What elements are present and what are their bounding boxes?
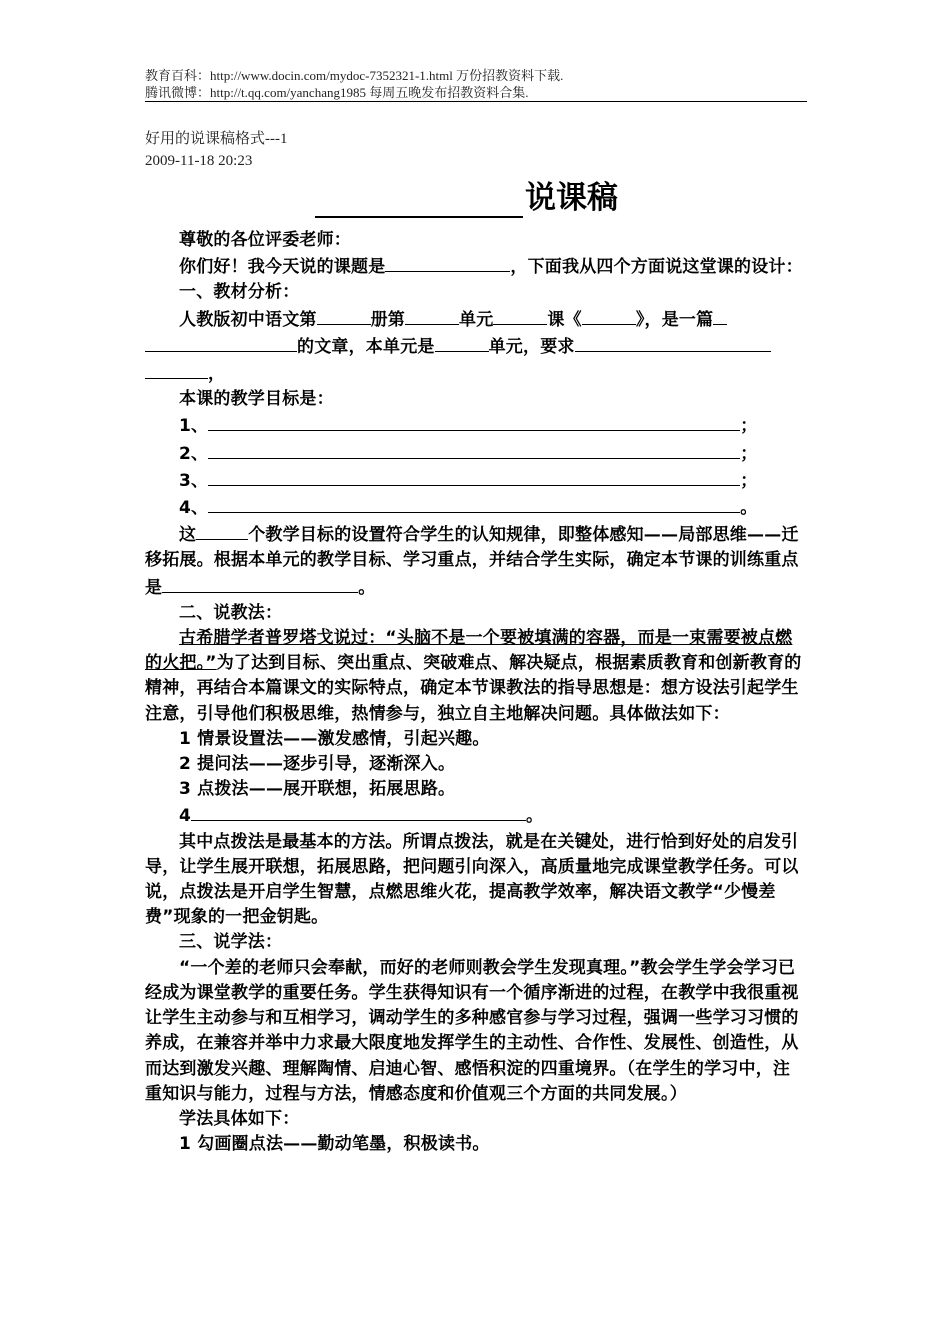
main-title — [315, 178, 618, 218]
goal-number: 3、 — [179, 470, 209, 491]
goals-para-a: 这 — [179, 525, 197, 546]
s1-text-g: 单元，要求 — [488, 336, 575, 357]
method-item: 3 点拨法——展开联想，拓展思路。 — [179, 779, 456, 800]
quote-underlined: 古希腊学者普罗塔戈说过：“头脑不是一个要被填满的容器，而是一束需要被点燃的火把。” — [145, 628, 793, 674]
blank — [191, 802, 526, 821]
blank — [145, 360, 208, 379]
goal-item — [145, 467, 805, 494]
goals-para-c: 。 — [358, 577, 376, 598]
header-line-1: 教育百科：http://www.docin.com/mydoc-7352321-1.html 万份招教资料下载. — [145, 68, 564, 83]
topic-blank — [385, 253, 510, 272]
goal-end: 。 — [740, 498, 758, 519]
blank — [162, 574, 358, 593]
blank — [435, 333, 489, 352]
s1-text-b: 册第 — [370, 309, 406, 330]
section-2-paragraph-2: 其中点拨法是最基本的方法。所谓点拨法，就是在关键处，进行恰到好处的启发引导，让学生展开联想，拓展思路，把问题引向深入，高质量地完成课堂教学任务。可以说，点拨法是开启学生智慧，点燃思维火花，提高教学效率，解决语文教学“少慢差费”现象的一把金钥匙。 — [145, 831, 799, 928]
study-method-item: 1 勾画圈点法——勤动笔墨，积极读书。 — [179, 1134, 490, 1155]
blank — [582, 306, 636, 325]
doc-title: 好用的说课稿格式---1 — [145, 131, 288, 147]
blank — [713, 306, 727, 325]
s1-text-f: 的文章，本单元是 — [297, 336, 435, 357]
intro-text-a: 你们好！我今天说的课题是 — [179, 257, 386, 278]
method-item: 1 情景设置法——激发感情，引起兴趣。 — [179, 728, 490, 749]
method-item: 2 提问法——逐步引导，逐渐深入。 — [179, 754, 456, 775]
main-title-text: 说课稿 — [525, 180, 618, 216]
method-item — [145, 802, 805, 829]
goal-item — [145, 412, 805, 439]
blank — [317, 306, 371, 325]
section-1-heading: 一、教材分析： — [179, 282, 300, 303]
section-2-heading: 二、说教法： — [179, 602, 283, 623]
goal-end: ； — [740, 416, 758, 437]
goal-end: ； — [740, 443, 758, 464]
header-divider — [145, 101, 807, 102]
goals-paragraph — [145, 521, 805, 601]
goal-number: 2、 — [179, 443, 209, 464]
section-3-heading: 三、说学法： — [179, 932, 283, 953]
blank — [575, 333, 771, 352]
goal-blank — [208, 412, 740, 431]
goal-number: 4、 — [179, 498, 209, 519]
intro-paragraph — [145, 253, 805, 280]
goals-para-b: 个教学目标的设置符合学生的认知规律，即整体感知——局部思维——迁移拓展。根据本单元的教学目标、学习重点，并结合学生实际，确定本节课的训练重点是 — [145, 525, 799, 598]
goal-end: ； — [740, 470, 758, 491]
s1-text-d: 课《 — [547, 309, 582, 330]
section-2-paragraph — [145, 626, 805, 727]
goal-item — [145, 494, 805, 521]
blank — [493, 306, 547, 325]
blank — [405, 306, 459, 325]
goal-blank — [208, 440, 740, 459]
method4-number: 4 — [179, 806, 192, 827]
goal-item — [145, 440, 805, 467]
intro-text-b: ，下面我从四个方面说这堂课的设计： — [510, 257, 803, 278]
s1-text-e: 》，是一篇 — [635, 309, 714, 330]
goal-number: 1、 — [179, 416, 209, 437]
blank — [145, 333, 297, 352]
blank — [196, 521, 248, 540]
title-blank — [315, 182, 523, 218]
doc-date: 2009-11-18 20:23 — [145, 153, 253, 169]
section-3-subheading: 学法具体如下： — [179, 1108, 300, 1129]
goal-blank — [208, 467, 740, 486]
s1-text-h: ， — [208, 364, 226, 385]
greeting: 尊敬的各位评委老师： — [179, 230, 351, 250]
header-line-2: 腾讯微博：http://t.qq.com/yanchang1985 每周五晚发布招教资料合集. — [145, 85, 529, 100]
goal-blank — [208, 494, 740, 513]
s1-text-a: 人教版初中语文第 — [179, 309, 317, 330]
section-1-paragraph — [145, 306, 805, 388]
s2-text: 为了达到目标、突出重点、突破难点、解决疑点，根据素质教育和创新教育的精神，再结合本篇课文的实际特点，确定本节课教法的指导思想是：想方设法引起学生注意，引导他们积极思维，热情参与，独立自主地解决问题。具体做法如下： — [145, 653, 802, 724]
s1-text-c: 单元 — [459, 309, 494, 330]
method4-end: 。 — [526, 806, 544, 827]
section-3-paragraph: “一个差的老师只会奉献，而好的老师则教会学生发现真理。”教会学生学会学习已经成为课堂教学的重要任务。学生获得知识有一个循序渐进的过程，在教学中我很重视让学生主动参与和互相学习，调动学生的多种感官参与学习过程，强调一些学习习惯的养成，在兼容并举中力求最大限度地发挥学生的主动性、合作性、发展性、创造性，从而达到激发兴趣、理解陶情、启迪心智、感悟积淀的四重境界。（在学生的学习中，注重知识与能力，过程与方法，情感态度和价值观三个方面的共同发展。） — [145, 957, 799, 1104]
document-body — [145, 228, 805, 1157]
goals-heading: 本课的教学目标是： — [179, 389, 334, 410]
